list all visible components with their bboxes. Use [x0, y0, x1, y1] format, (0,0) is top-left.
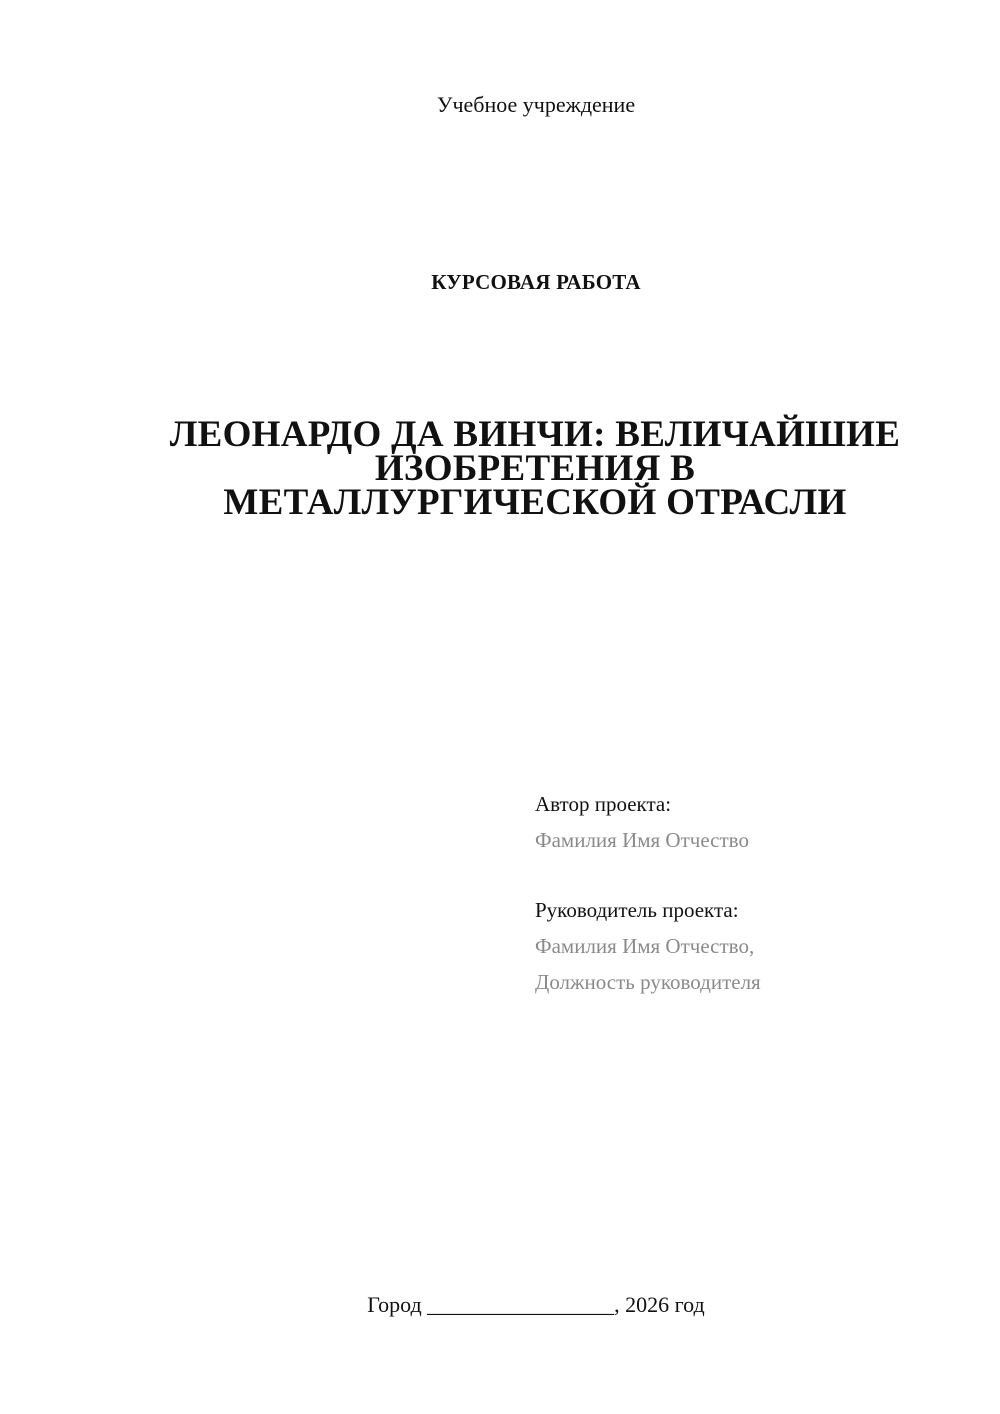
- document-title: [130, 414, 940, 523]
- city-year-footer: Город _________________, 2026 год: [367, 1292, 705, 1317]
- author-block: [535, 786, 955, 858]
- supervisor-label: Руководитель проекта:: [535, 898, 739, 922]
- author-label: Автор проекта:: [535, 792, 672, 816]
- supervisor-name: Фамилия Имя Отчество,: [535, 934, 755, 958]
- institution-name: Учебное учреждение: [436, 92, 636, 117]
- supervisor-block: [535, 892, 955, 1000]
- work-type-heading: КУРСОВАЯ РАБОТА: [431, 270, 641, 294]
- title-line-1: ЛЕОНАРДО ДА ВИНЧИ: ВЕЛИЧАЙШИЕ: [169, 414, 901, 455]
- title-line-3: МЕТАЛЛУРГИЧЕСКОЙ ОТРАСЛИ: [223, 482, 847, 523]
- title-line-2: ИЗОБРЕТЕНИЯ В: [374, 448, 696, 489]
- author-name: Фамилия Имя Отчество: [535, 828, 749, 852]
- supervisor-position: Должность руководителя: [535, 970, 761, 994]
